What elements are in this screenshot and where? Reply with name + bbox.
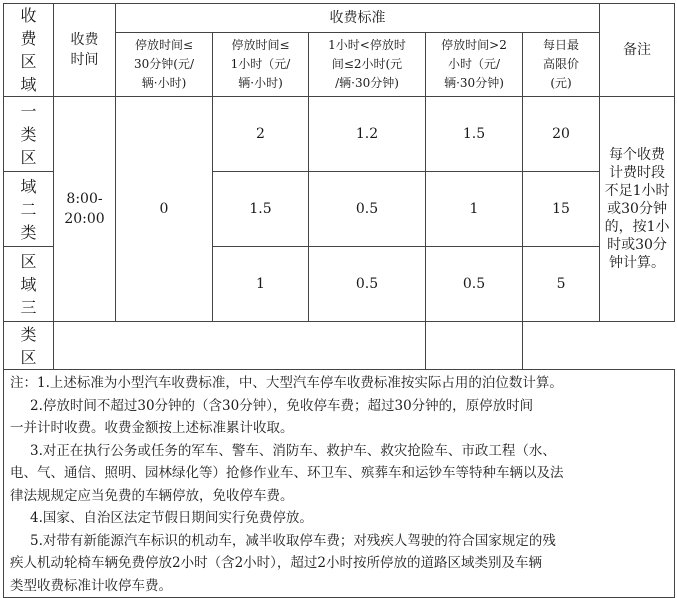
value-cell: 15 — [523, 172, 600, 247]
header-time: 收费 时间 — [54, 4, 116, 97]
remark-text: 每个收费计费时段不足1小时或30分钟的，按1小时或30分钟计算。 — [600, 97, 675, 322]
note-line: 4.国家、自治区法定节假日期间实行免费停放。 — [30, 510, 313, 526]
header-standard: 收费标准 — [116, 4, 600, 33]
note-line: 电、气、通信、照明、园林绿化等）抢修作业车、环卫车、殡葬车和运钞车等特种车辆以及法 — [10, 465, 564, 481]
value-cell: 1.5 — [213, 172, 309, 247]
notes-block — [4, 370, 675, 598]
note-line: 2.停放时间不超过30分钟的（含30分钟），免收停车费；超过30分钟的，原停放时间 — [30, 397, 534, 414]
note-line: 类型收费标准计收停车费。 — [10, 577, 172, 594]
header-sub-1h-2h: 1小时<停放时 间≤2小时(元 /辆·30分钟) — [309, 33, 426, 97]
header-sub-under1h: 停放时间≤ 1小时（元/ 辆·小时) — [213, 33, 309, 97]
value-cell-empty — [426, 322, 523, 370]
header-sub-under30: 停放时间≤ 30分钟(元/ 辆·小时) — [116, 33, 213, 97]
value-cell: 2 — [213, 97, 309, 172]
table-row — [4, 97, 675, 172]
note-line: 一并计时收费。收费金额按上述标准累计收取。 — [10, 420, 294, 436]
value-cell: 20 — [523, 97, 600, 172]
note-line: 律法规规定应当免费的车辆停放，免收停车费。 — [10, 487, 294, 504]
note-line: 5.对带有新能源汽车标识的机动车，减半收取停车费；对残疾人驾驶的符合国家规定的残 — [30, 532, 556, 549]
note-line: 疾人机动轮椅车辆免费停放2小时（含2小时），超过2小时按所停放的道路区域类别及车辆 — [10, 555, 543, 571]
area-label: 区 域 三 — [4, 247, 54, 322]
value-cell-empty — [54, 322, 426, 370]
value-cell: 0.5 — [309, 247, 426, 322]
shared-under30-value: 0 — [116, 97, 213, 322]
header-sub-daily-max: 每日最 高限价 (元) — [523, 33, 600, 97]
note-line: 注：1.上述标准为小型汽车收费标准，中、大型汽车停车收费标准按实际占用的泊位数计算。 — [10, 375, 563, 391]
parking-fee-table — [3, 3, 675, 598]
value-cell: 1.5 — [426, 97, 523, 172]
value-cell: 0.5 — [309, 172, 426, 247]
value-cell: 0.5 — [426, 247, 523, 322]
header-area: 收 费 区 域 — [4, 4, 54, 97]
area-label: 域 二 类 — [4, 172, 54, 247]
value-cell: 5 — [523, 247, 600, 322]
area-label: 类 区 — [4, 322, 54, 370]
area-label: 一 类 区 — [4, 97, 54, 172]
value-cell: 1 — [426, 172, 523, 247]
table-row — [4, 322, 675, 370]
value-cell: 1.2 — [309, 97, 426, 172]
note-line: 3.对正在执行公务或任务的军车、警车、消防车、救护车、救灾抢险车、市政工程（水、 — [30, 442, 556, 459]
header-remark: 备注 — [600, 4, 675, 97]
value-cell: 1 — [213, 247, 309, 322]
shared-time: 8:00- 20:00 — [54, 97, 116, 322]
header-sub-over2h: 停放时间>2 小时（元/ 辆·30分钟) — [426, 33, 523, 97]
